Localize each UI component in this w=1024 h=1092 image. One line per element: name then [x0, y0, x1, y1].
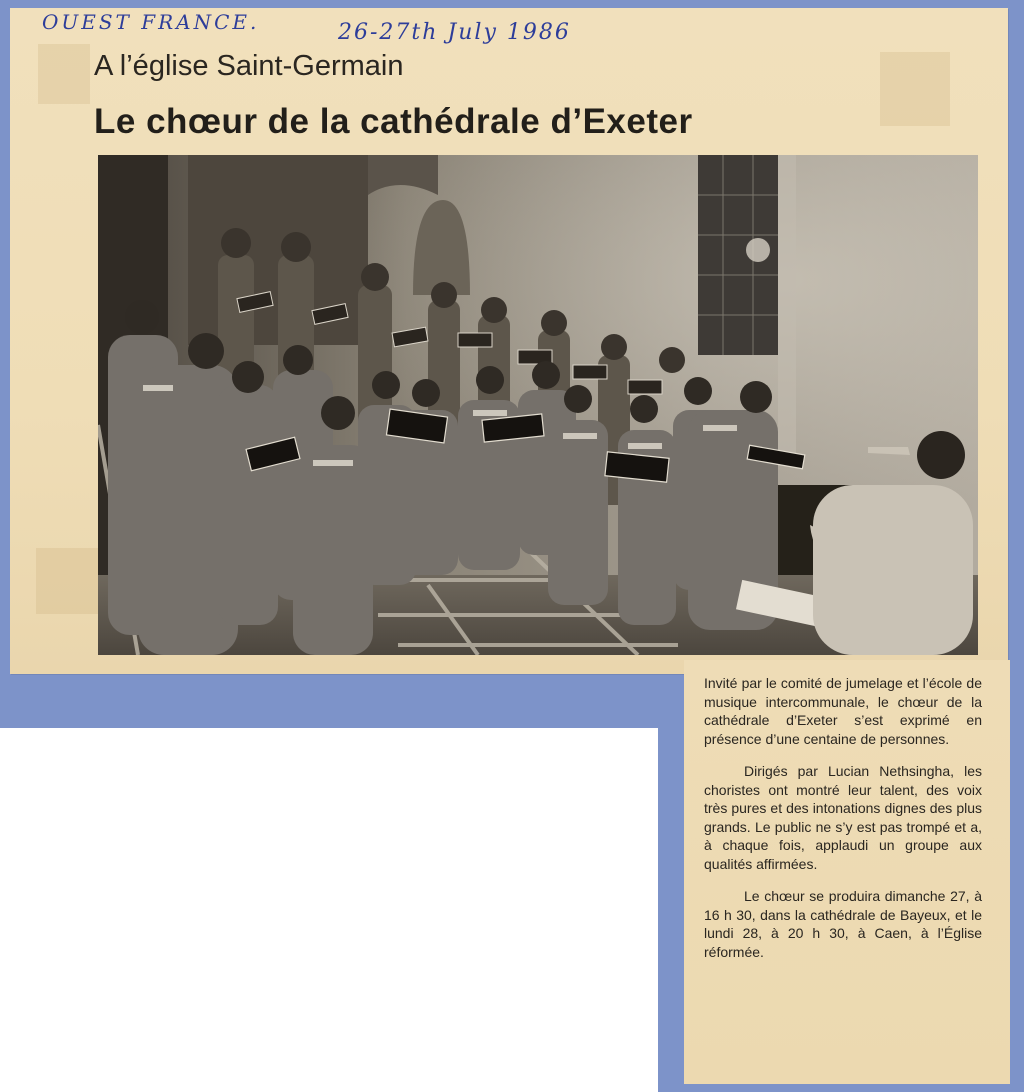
paper-stain	[36, 548, 98, 614]
article-body	[704, 674, 982, 975]
choir-photo	[98, 155, 978, 655]
handwritten-annotation	[42, 10, 571, 45]
article-headline: Le chœur de la cathédrale d’Exeter	[94, 102, 693, 141]
article-paragraph: Dirigés par Lucian Nethsingha, les choristes ont montré leur talent, des voix très pures et des intonations dignes des plus grands. Le public ne s’y est pas trompé et a, à chaque fois, applaudi un groupe aux qualités affirmées.	[704, 763, 982, 872]
handwritten-date: 26-27th July 1986	[338, 20, 571, 45]
handwritten-source: OUEST FRANCE.	[42, 10, 260, 34]
blank-area	[0, 728, 658, 1092]
article-paragraph: Le chœur se produira dimanche 27, à 16 h 30, dans la cathédrale de Bayeux, et le lundi 28, à 20 h 30, à Caen, à l’Église réformée.	[704, 888, 982, 960]
article-kicker: A l’église Saint-Germain	[94, 50, 404, 82]
paper-stain	[38, 44, 90, 104]
article-paragraph: Invité par le comité de jumelage et l’école de musique intercommunale, le chœur de la cathédrale d’Exeter s’est exprimé en présence d’une centaine de personnes.	[704, 675, 982, 747]
paper-stain	[880, 52, 950, 126]
